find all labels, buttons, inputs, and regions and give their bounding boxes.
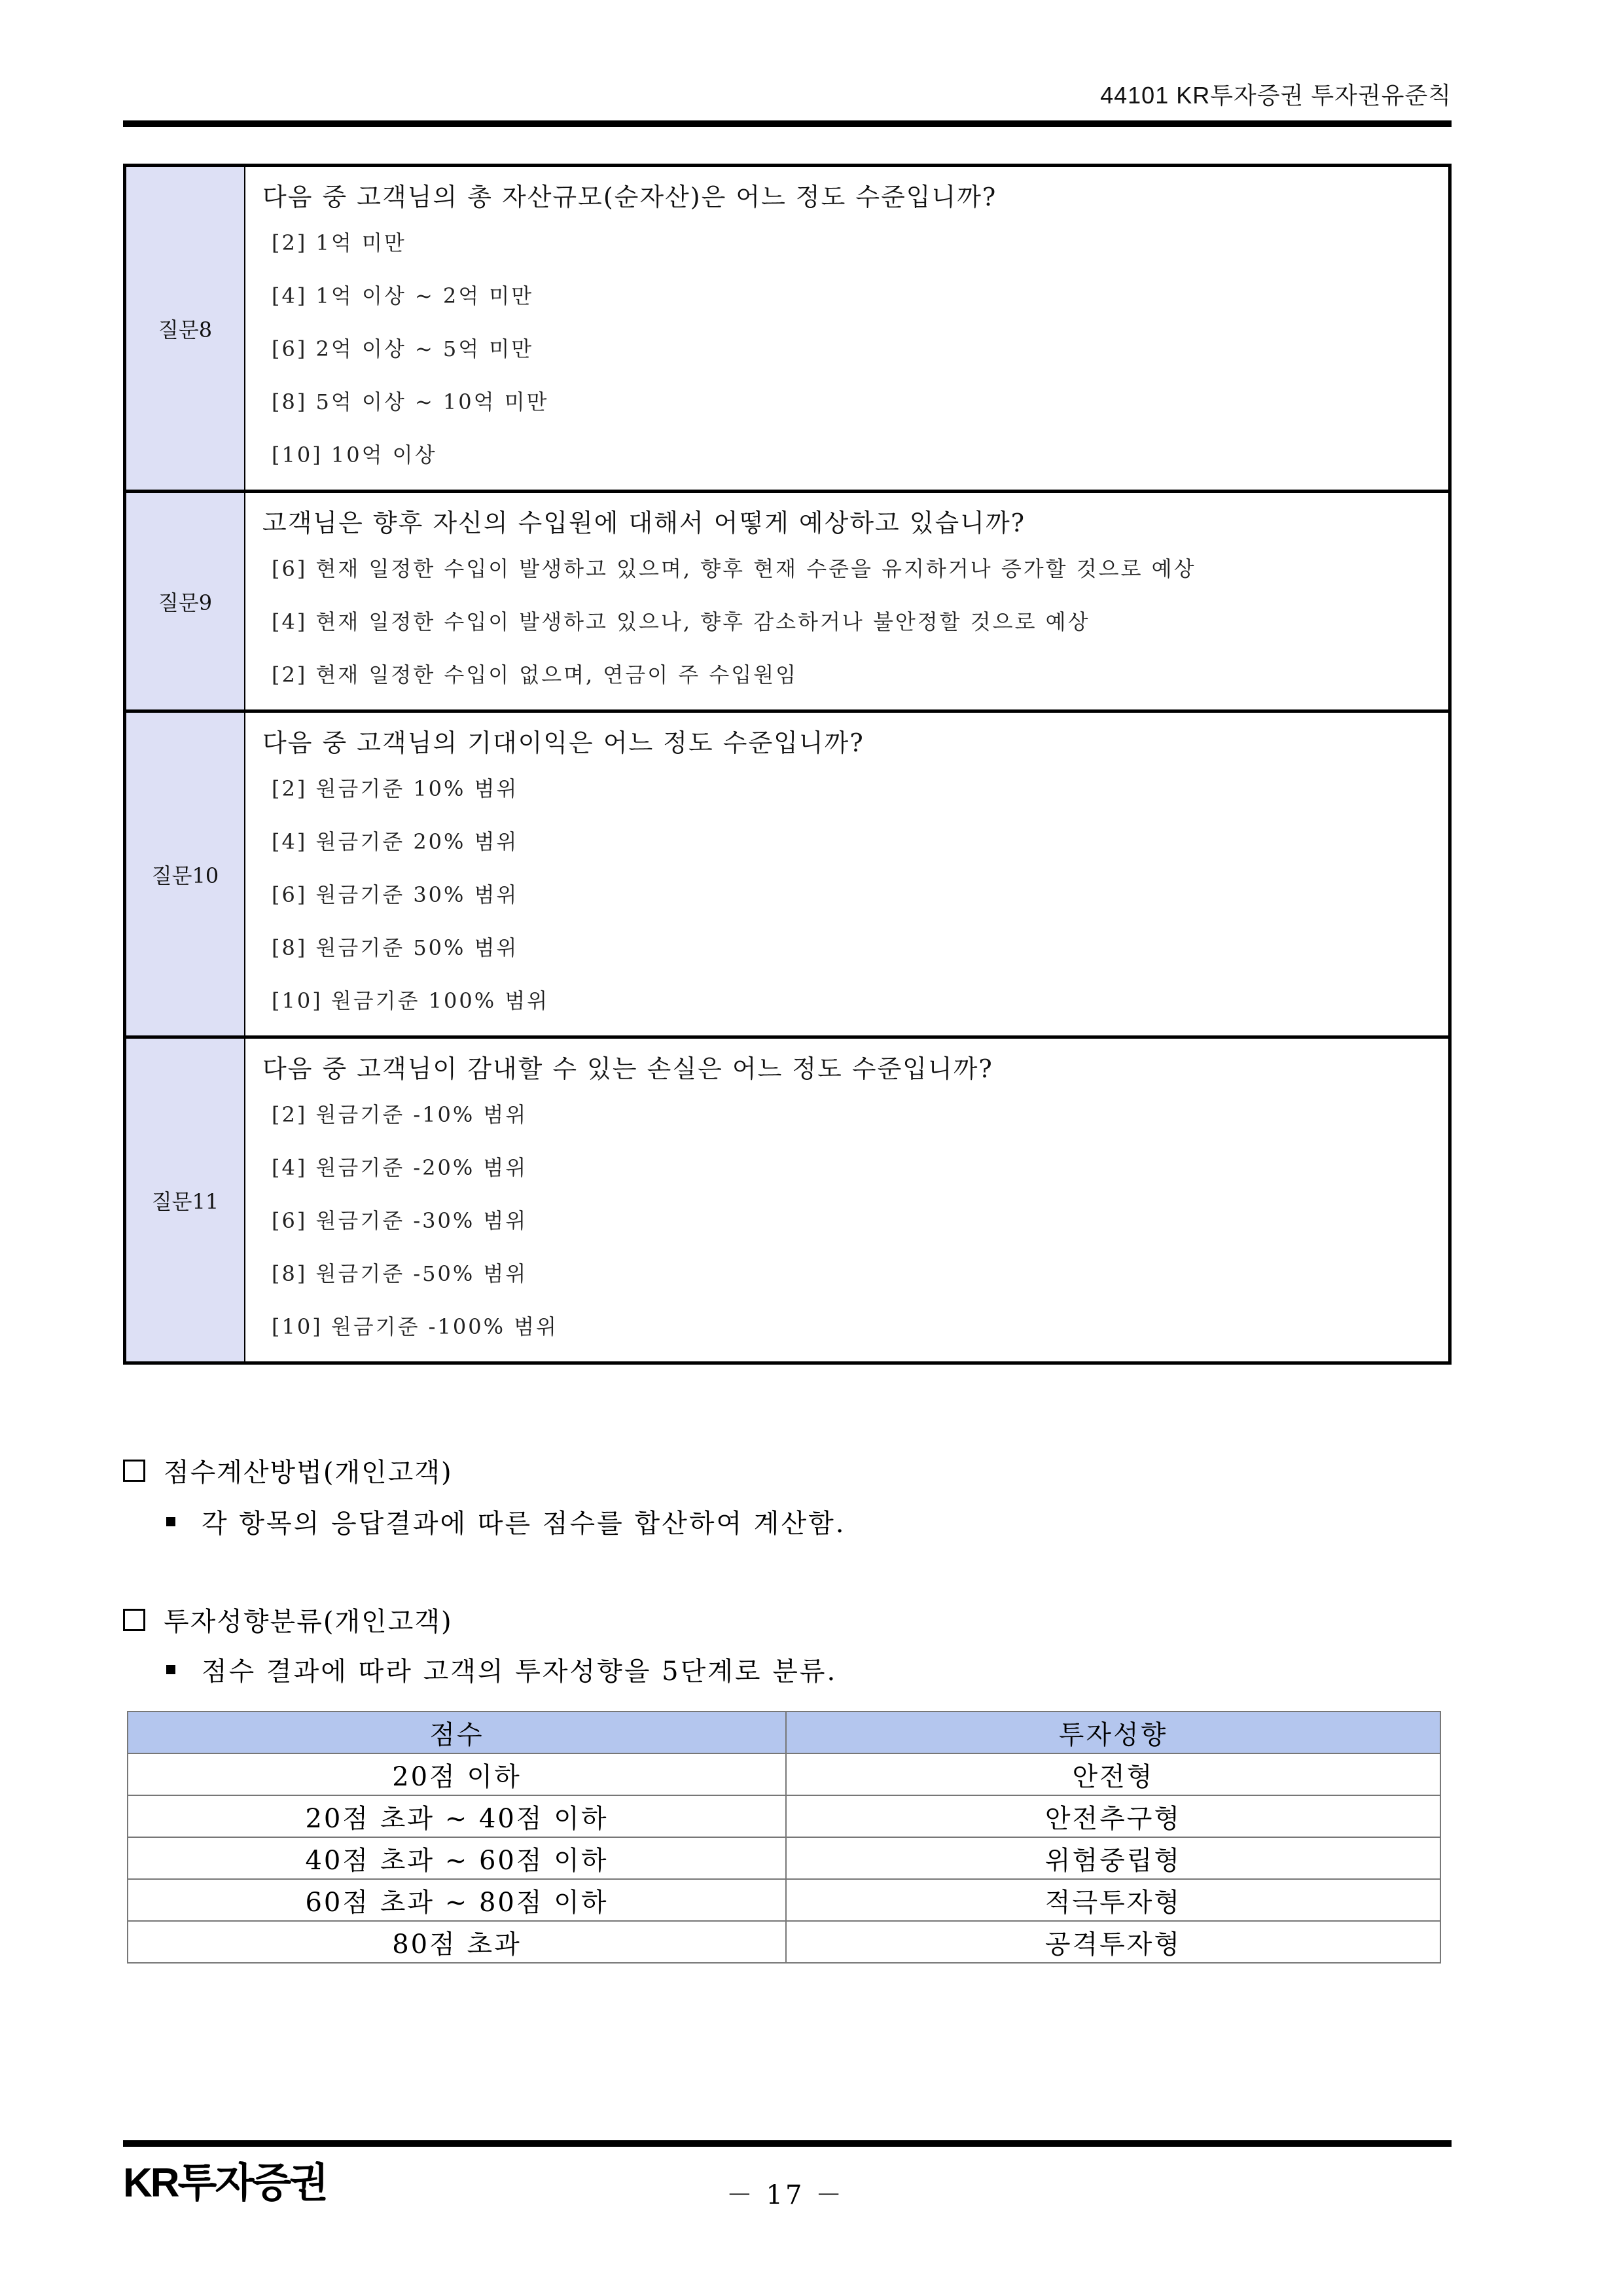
answer-option: [4] 원금기준 -20% 범위 [272, 1155, 528, 1180]
answer-option: [8] 원금기준 -50% 범위 [272, 1261, 528, 1286]
answer-option: [8] 원금기준 50% 범위 [272, 935, 519, 960]
answer-option: [4] 현재 일정한 수입이 발생하고 있으나, 향후 감소하거나 불안정할 것으로 예상 [272, 609, 1090, 634]
question-body [245, 713, 1448, 1035]
checkbox-icon [123, 1609, 145, 1631]
section-heading-text: 투자성향분류(개인고객) [164, 1607, 453, 1637]
question-label: 질문9 [126, 493, 245, 709]
table-row [128, 1837, 1440, 1879]
question-text: 다음 중 고객님의 총 자산규모(순자산)은 어느 정도 수준입니까? [262, 183, 997, 211]
table-row [128, 1879, 1440, 1921]
header-rule [123, 120, 1452, 127]
question-body [245, 493, 1448, 709]
table-row [128, 1921, 1440, 1963]
table-header-row [128, 1712, 1440, 1753]
bullet-text: 점수 결과에 따라 고객의 투자성향을 5단계로 분류. [202, 1657, 838, 1687]
question-label: 질문8 [126, 167, 245, 490]
column-header-type: 투자성향 [786, 1712, 1440, 1753]
question-row-8 [126, 167, 1448, 493]
answer-option: [10] 원금기준 100% 범위 [272, 988, 550, 1013]
answer-option: [2] 현재 일정한 수입이 없으며, 연금이 주 수입원임 [272, 662, 798, 687]
score-cell: 60점 초과 ~ 80점 이하 [128, 1879, 786, 1921]
score-method-bullet [166, 1503, 846, 1540]
type-cell: 안전추구형 [786, 1795, 1440, 1837]
answer-option: [10] 원금기준 -100% 범위 [272, 1314, 558, 1339]
type-cell: 안전형 [786, 1753, 1440, 1795]
classification-bullet [166, 1651, 837, 1688]
document-header-title: 44101 KR투자증권 투자권유준칙 [1100, 82, 1452, 109]
score-classification-table [127, 1711, 1441, 1964]
question-row-9 [126, 493, 1448, 713]
answer-option: [6] 2억 이상 ~ 5억 미만 [272, 336, 534, 361]
score-cell: 20점 이하 [128, 1753, 786, 1795]
question-text: 고객님은 향후 자신의 수입원에 대해서 어떻게 예상하고 있습니까? [262, 509, 1026, 537]
question-body [245, 167, 1448, 490]
answer-option: [8] 5억 이상 ~ 10억 미만 [272, 389, 549, 414]
bullet-text: 각 항목의 응답결과에 따른 점수를 합산하여 계산함. [202, 1509, 846, 1539]
type-cell: 공격투자형 [786, 1921, 1440, 1963]
answer-option: [2] 원금기준 10% 범위 [272, 776, 519, 801]
question-label: 질문10 [126, 713, 245, 1035]
column-header-score: 점수 [128, 1712, 786, 1753]
answer-option: [2] 1억 미만 [272, 230, 406, 255]
answer-option: [10] 10억 이상 [272, 442, 437, 467]
question-row-11 [126, 1039, 1448, 1361]
answer-option: [6] 원금기준 30% 범위 [272, 882, 519, 907]
table-row [128, 1753, 1440, 1795]
question-text: 다음 중 고객님의 기대이익은 어느 정도 수준입니까? [262, 728, 865, 757]
score-cell: 80점 초과 [128, 1921, 786, 1963]
table-row [128, 1795, 1440, 1837]
classification-heading [123, 1601, 453, 1638]
question-label: 질문11 [126, 1039, 245, 1361]
question-row-10 [126, 713, 1448, 1039]
questionnaire-table [123, 164, 1452, 1365]
type-cell: 위험중립형 [786, 1837, 1440, 1879]
footer-rule [123, 2140, 1452, 2147]
answer-option: [4] 원금기준 20% 범위 [272, 829, 519, 854]
answer-option: [2] 원금기준 -10% 범위 [272, 1102, 528, 1127]
question-text: 다음 중 고객님이 감내할 수 있는 손실은 어느 정도 수준입니까? [262, 1054, 993, 1083]
bullet-square-icon [166, 1665, 175, 1674]
answer-option: [6] 원금기준 -30% 범위 [272, 1208, 528, 1233]
score-cell: 20점 초과 ~ 40점 이하 [128, 1795, 786, 1837]
page-number: － 17 － [726, 2180, 845, 2210]
answer-option: [6] 현재 일정한 수입이 발생하고 있으며, 향후 현재 수준을 유지하거나 증가할 것으로 예상 [272, 556, 1196, 581]
score-cell: 40점 초과 ~ 60점 이하 [128, 1837, 786, 1879]
company-logo: KR투자증권 [123, 2161, 327, 2206]
type-cell: 적극투자형 [786, 1879, 1440, 1921]
bullet-square-icon [166, 1517, 175, 1526]
score-method-heading [123, 1452, 453, 1489]
section-heading-text: 점수계산방법(개인고객) [164, 1458, 453, 1488]
question-body [245, 1039, 1448, 1361]
answer-option: [4] 1억 이상 ~ 2억 미만 [272, 283, 534, 308]
checkbox-icon [123, 1460, 145, 1482]
